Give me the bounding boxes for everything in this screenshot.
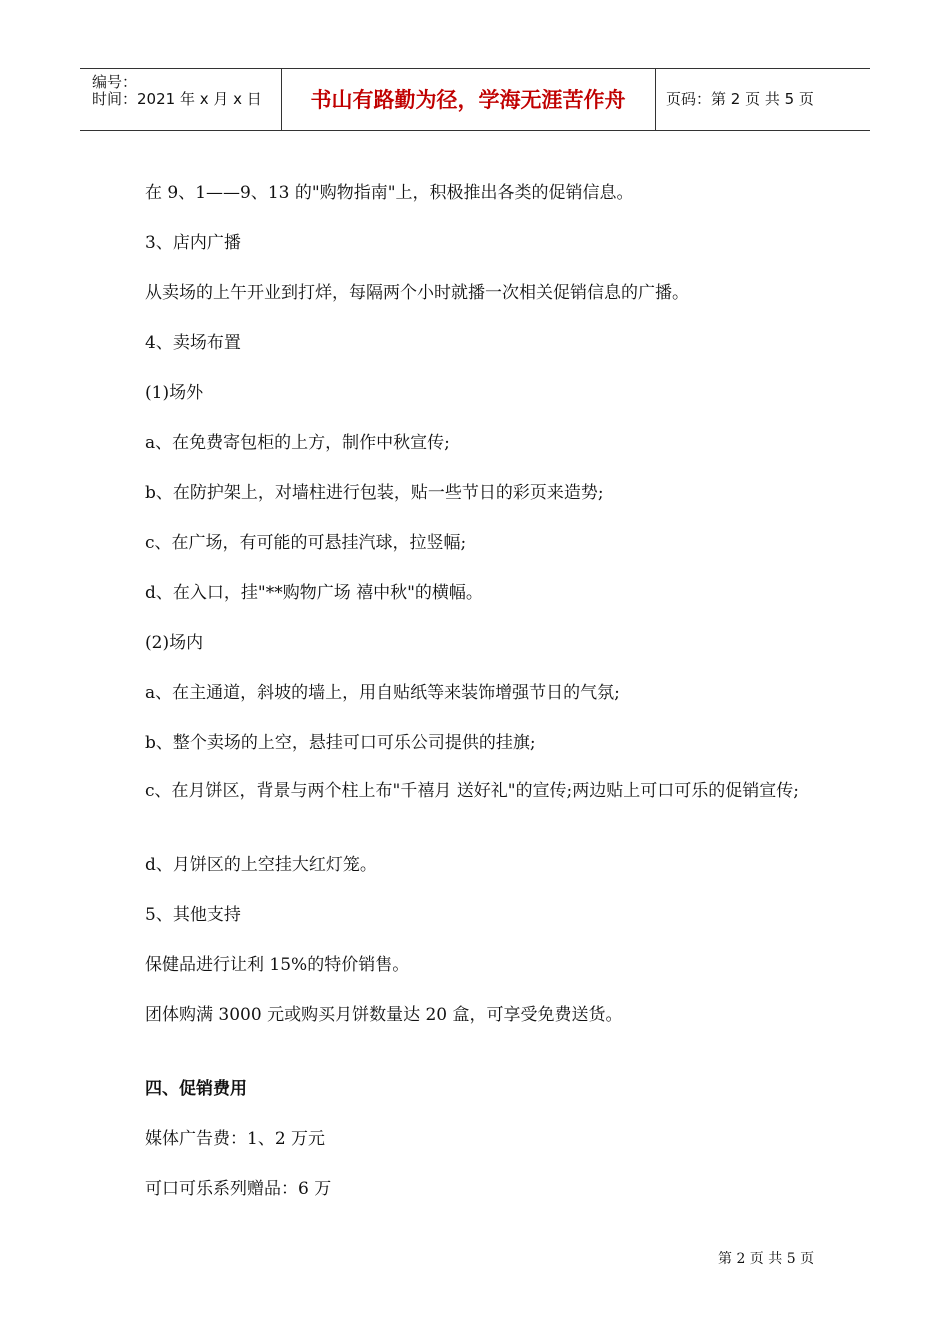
subsection-title: (2)场内 (145, 633, 204, 653)
list-item: a、在免费寄包柜的上方，制作中秋宣传; (145, 433, 450, 453)
list-item: d、在入口，挂"**购物广场 禧中秋"的横幅。 (145, 583, 483, 603)
header-meta-cell (80, 69, 282, 130)
header-motto: 书山有路勤为径，学海无涯苦作舟 (310, 88, 626, 112)
list-item: b、整个卖场的上空，悬挂可口可乐公司提供的挂旗; (145, 733, 536, 753)
header-page-number: 页码：第 2 页 共 5 页 (666, 90, 814, 108)
document-number-label: 编号： (92, 73, 138, 91)
list-item: a、在主通道，斜坡的墙上，用自贴纸等来装饰增强节日的气氛; (145, 683, 620, 703)
paragraph: 保健品进行让利 15%的特价销售。 (145, 955, 410, 975)
list-item: d、月饼区的上空挂大红灯笼。 (145, 855, 377, 875)
subsection-title: (1)场外 (145, 383, 204, 403)
section-heading: 四、促销费用 (145, 1079, 247, 1099)
header-motto-cell (281, 69, 656, 130)
footer-page-number: 第 2 页 共 5 页 (718, 1251, 815, 1267)
list-item: c、在月饼区，背景与两个柱上布"千禧月 送好礼"的宣传;两边贴上可口可乐的促销宣传; (145, 781, 800, 801)
section-item-title: 5、其他支持 (145, 905, 241, 925)
paragraph: 媒体广告费：1、2 万元 (145, 1129, 326, 1149)
paragraph: 从卖场的上午开业到打烊，每隔两个小时就播一次相关促销信息的广播。 (145, 283, 689, 303)
document-header (80, 68, 870, 131)
paragraph: 在 9、1——9、13 的"购物指南"上，积极推出各类的促销信息。 (145, 183, 634, 203)
paragraph: 可口可乐系列赠品：6 万 (145, 1179, 332, 1199)
section-item-title: 3、店内广播 (145, 233, 241, 253)
document-date-label: 时间：2021 年 x 月 x 日 (92, 90, 262, 108)
list-item: c、在广场，有可能的可悬挂汽球，拉竖幅; (145, 533, 467, 553)
section-item-title: 4、卖场布置 (145, 333, 241, 353)
paragraph: 团体购满 3000 元或购买月饼数量达 20 盒，可享受免费送货。 (145, 1005, 623, 1025)
header-page-cell (656, 69, 870, 130)
list-item: b、在防护架上，对墙柱进行包装，贴一些节日的彩页来造势; (145, 483, 604, 503)
